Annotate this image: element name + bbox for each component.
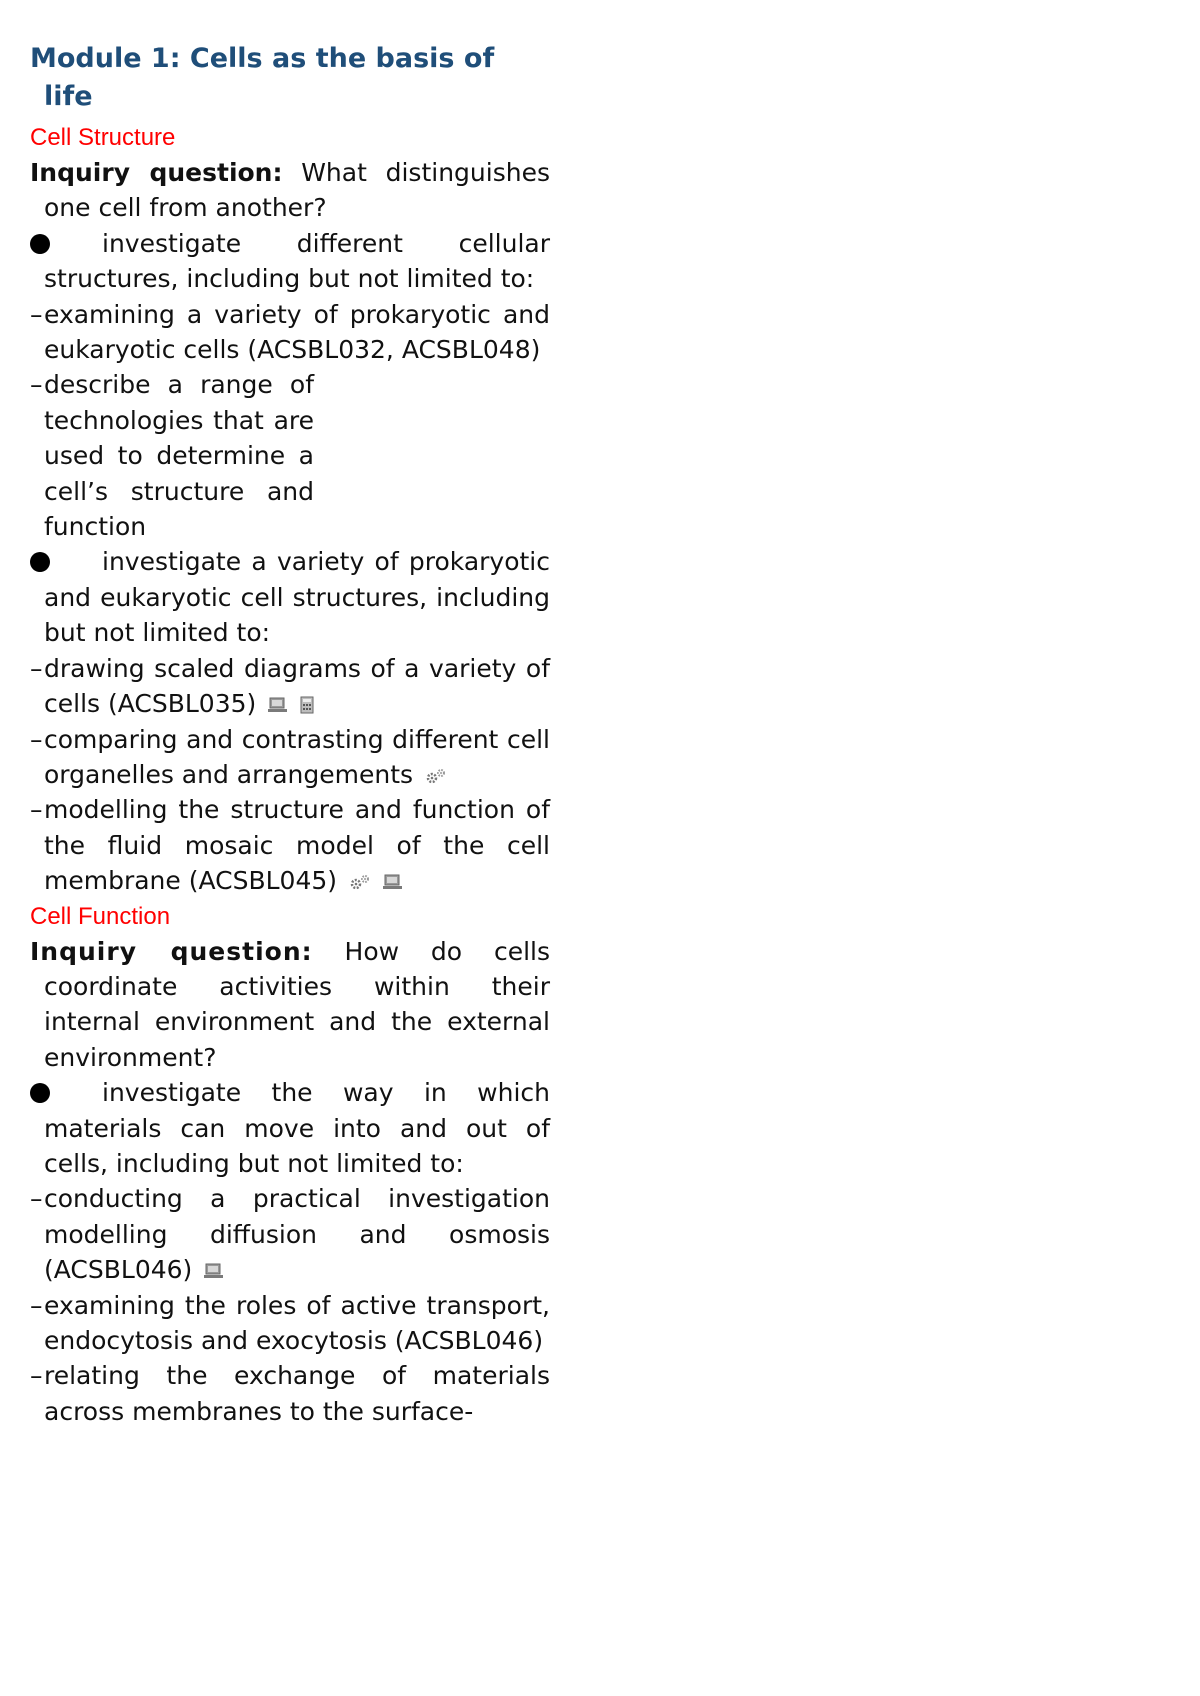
inquiry-question-label: Inquiry question: [30, 158, 283, 187]
module-title: Module 1: Cells as the basis of life [30, 43, 495, 112]
inquiry-question [30, 155, 550, 226]
inquiry-question-text: What distinguishes one cell from another? [44, 158, 550, 223]
dash-marker: – [30, 1290, 43, 1320]
list-item-text: modelling the structure and function of the fluid mosaic model of the cell membrane (ACSBL045) [44, 795, 550, 896]
computer-icon [268, 696, 288, 714]
bullet-point [30, 544, 550, 650]
list-item [30, 1358, 550, 1429]
list-item-text: relating the exchange of materials across membranes to the surface- [44, 1361, 550, 1426]
dash-marker: – [30, 1184, 43, 1214]
bullet-point [30, 226, 550, 297]
list-item [30, 1181, 550, 1287]
list-item-text: conducting a practical investigation modelling diffusion and osmosis (ACSBL046) [44, 1184, 550, 1285]
section-heading-cell-function: Cell Function [30, 902, 171, 930]
list-item-text: examining the roles of active transport, endocytosis and exocytosis (ACSBL046) [44, 1290, 550, 1355]
bullet-point [30, 1075, 550, 1181]
list-item [30, 722, 550, 793]
dash-marker: – [30, 1361, 43, 1391]
inquiry-question-label: Inquiry question: [30, 936, 313, 966]
document-page [30, 40, 550, 1429]
bullet-icon [30, 234, 50, 254]
dash-marker: – [30, 299, 43, 329]
inquiry-question-text: How do cells coordinate activities within their internal environment and the external environment? [44, 936, 550, 1072]
bullet-text: investigate different cellular structures, including but not limited to: [44, 228, 550, 294]
gears-icon [425, 767, 447, 785]
computer-icon [204, 1262, 224, 1280]
list-item [30, 651, 550, 722]
bullet-text: investigate the way in which materials can move into and out of cells, including but not limited to: [44, 1078, 550, 1178]
list-item-text: describe a range of technologies that are used to determine a cell’s structure and function [44, 370, 314, 542]
dash-marker: – [30, 795, 43, 825]
bullet-text: investigate a variety of prokaryotic and eukaryotic cell structures, including but not limited to: [44, 547, 550, 648]
dash-marker: – [30, 653, 43, 683]
calculator-icon [300, 696, 314, 714]
list-item [30, 792, 550, 898]
computer-icon [383, 873, 403, 891]
list-item [30, 1288, 550, 1359]
list-item [30, 297, 550, 368]
dash-marker: – [30, 724, 43, 754]
list-item-text: comparing and contrasting different cell organelles and arrangements [44, 724, 550, 789]
list-item [30, 367, 314, 544]
gears-icon [349, 873, 371, 891]
dash-marker: – [30, 370, 43, 400]
list-item-text: drawing scaled diagrams of a variety of cells (ACSBL035) [44, 653, 550, 719]
section-heading-cell-structure: Cell Structure [30, 124, 176, 151]
inquiry-question [30, 934, 550, 1076]
list-item-text: examining a variety of prokaryotic and eukaryotic cells (ACSBL032, ACSBL048) [44, 299, 550, 365]
